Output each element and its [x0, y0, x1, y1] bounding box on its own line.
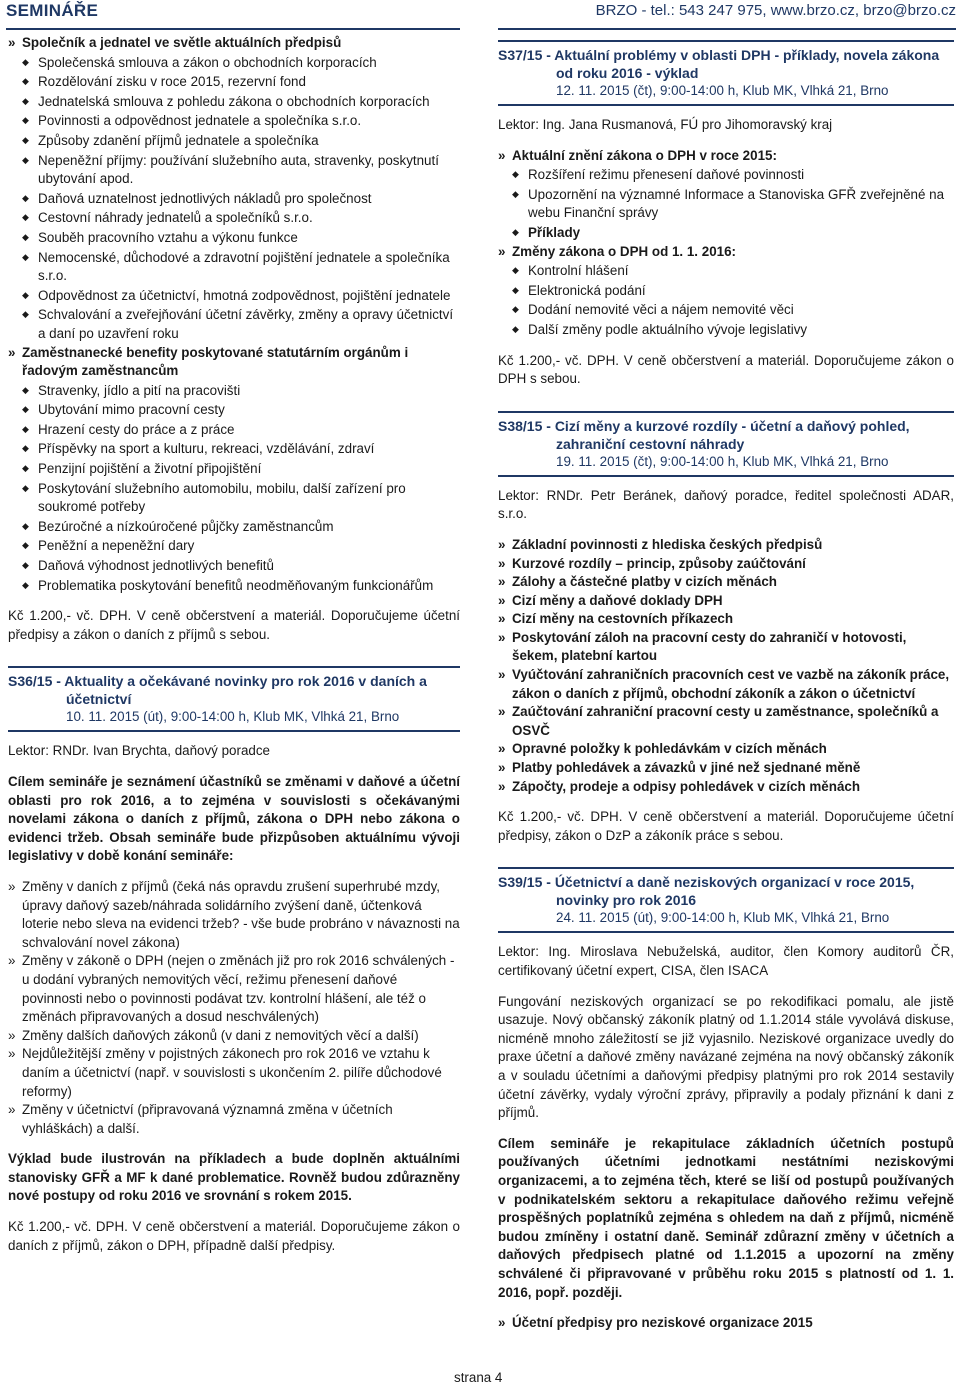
paragraph: Kč 1.200,- vč. DPH. V ceně občerstvení a materiál. Doporučujeme účetní předpisy, zákon o DzP a zákoník práce s sebou. — [498, 809, 954, 843]
intro-block — [8, 34, 460, 644]
seminar-s37-body — [498, 116, 954, 389]
diamond-bullet-icon: ◆ — [22, 520, 29, 531]
chevron-item: » Účetní předpisy pro neziskové organizace 2015 — [498, 1314, 954, 1333]
diamond-bullet-icon: ◆ — [22, 482, 29, 493]
paragraph: Lektor: RNDr. Petr Beránek, daňový poradce, ředitel společnosti ADAR, s.r.o. — [498, 487, 954, 522]
chevron-item: » Cizí měny na cestovních příkazech — [498, 610, 954, 629]
bullet-text: Penzijní pojištění a životní připojištění — [38, 461, 262, 477]
diamond-bullet-icon: ◆ — [22, 579, 29, 590]
diamond-bullet-icon: ◆ — [22, 463, 29, 474]
bullet-text: Způsoby zdanění příjmů jednatele a společníka — [38, 132, 319, 148]
spacer — [498, 981, 954, 993]
chevron-item: » Změny v zákoně o DPH (nejen o změnách již pro rok 2016 schválených - u dodání vybraných nemovitých věcí, režimu přenesení daňové povinnosti nebo o povinnosti podávat tzv. kontrolní hlášení, ale též o změnách připravovaných a dosud neschválených) — [8, 952, 460, 1026]
chevron-item: » Změny zákona o DPH od 1. 1. 2016: — [498, 243, 954, 262]
diamond-bullet-icon: ◆ — [22, 443, 29, 454]
chevron-item: » Zálohy a částečné platby v cizích měnách — [498, 573, 954, 592]
spacer — [8, 761, 460, 773]
spacer — [8, 595, 460, 607]
seminar-title: S37/15 - Aktuální problémy v oblasti DPH - příklady, novela zákona od roku 2016 - výklad — [498, 47, 940, 81]
bullet-item — [8, 459, 460, 479]
bullet-text: Nemocenské, důchodové a zdravotní pojištění jednatele a společníka s.r.o. — [38, 249, 450, 284]
seminar-date: 12. 11. 2015 (čt), 9:00-14:00 h, Klub MK, Vlhká 21, Brno — [556, 83, 889, 98]
chevron-item: » Aktuální znění zákona o DPH v roce 2015: — [498, 147, 954, 166]
right-column — [498, 30, 954, 1333]
chevron-item: » Zápočty, prodeje a odpisy pohledávek v cizích měnách — [498, 778, 954, 797]
bullet-text: Souběh pracovního vztahu a výkonu funkce — [38, 229, 298, 245]
bullet-item — [498, 223, 954, 243]
diamond-bullet-icon: ◆ — [512, 188, 519, 199]
paragraph: Kč 1.200,- vč. DPH. V ceně občerstvení a materiál. Doporučujeme zákon o daních z příjmů, zákon o DPH, případně další předpisy. — [8, 1219, 460, 1253]
diamond-bullet-icon: ◆ — [512, 304, 519, 315]
bullet-item — [8, 72, 460, 92]
bullet-text: Hrazení cesty do práce a z práce — [38, 421, 235, 437]
bullet-text: Příklady — [528, 224, 581, 240]
diamond-bullet-icon: ◆ — [22, 95, 29, 106]
chevron-item: » Společník a jednatel ve světle aktuálních předpisů — [8, 34, 460, 53]
bullet-item — [8, 286, 460, 306]
bullet-text: Peněžní a nepeněžní dary — [38, 538, 195, 554]
diamond-bullet-icon: ◆ — [22, 154, 29, 165]
diamond-bullet-icon: ◆ — [22, 404, 29, 415]
bullet-item — [8, 576, 460, 596]
chevron-item: » Změny v daních z příjmů (čeká nás opravdu zrušení superhrubé mzdy, úpravy daňový sazeb/náhrada solidárního zvýšení daně, účtenková loterie nebo sleva na evidenci tržeb? - vše bude probráno v návaznosti na schvalování novel zákona) — [8, 878, 460, 952]
bullet-text: Daňová výhodnost jednotlivých benefitů — [38, 558, 274, 574]
page-header — [0, 0, 960, 30]
paragraph: Cílem semináře je rekapitulace základních účetních postupů používaných účetními jednotkami nestátními neziskovými organizacemi, a to zejména těch, které se liší od postupů používaných v podnikatelském sektoru a rekapitulace daňového režimu veřejně prospěšných poplatníků zejména s ohledem na daň z příjmů, nicméně budou zmíněny i ostatní daně. Seminář zdůrazní změny v účetních a daňových předpisech platné od 1.1.2015 a upozorní na změny schválené či připravované v průběhu roku 2015 s platností od 1. 1. 2016, popř. později. — [498, 1135, 954, 1300]
bullet-item — [8, 131, 460, 151]
seminar-title: S36/15 - Aktuality a očekávané novinky pro rok 2016 v daních a účetnictví — [8, 673, 427, 708]
bullet-item — [8, 92, 460, 112]
spacer — [498, 796, 954, 808]
diamond-bullet-icon: ◆ — [22, 212, 29, 223]
header-rule-left — [6, 28, 460, 30]
bullet-text: Ubytování mimo pracovní cesty — [38, 402, 225, 418]
paragraph: Cílem semináře je seznámení účastníků se změnami v daňové a účetní oblasti pro rok 2016, a to zejména v souvislosti s očekávanými novelami zákona o daních z příjmů, zákona o DPH nebo zákona o evidenci tržeb. Obsah semináře bude přizpůsoben aktuálnímu vývoji legislativy v době konání semináře: — [8, 774, 460, 864]
bullet-text: Dodání nemovité věci a nájem nemovité věci — [528, 302, 794, 318]
bullet-item — [8, 248, 460, 286]
bullet-item — [8, 189, 460, 209]
bullet-text: Schvalování a zveřejňování účetní závěrky, změny a opravy účetnictví a daní po uzavření roku — [38, 307, 454, 341]
spacer — [498, 340, 954, 352]
paragraph: Výklad bude ilustrován na příkladech a bude doplněn aktuálními stanovisky GFŘ a MF k dané problematice. Rovněž budou zdůrazněny nové postupy od roku 2016 ve srovnání s rokem 2015. — [8, 1151, 460, 1204]
bullet-text: Další změny podle aktuálního vývoje legislativy — [528, 321, 808, 337]
bullet-text: Rozšíření režimu přenesení daňové povinnosti — [528, 167, 805, 183]
bullet-text: Odpovědnost za účetnictví, hmotná zodpovědnost, pojištění jednatele — [38, 287, 451, 303]
chevron-item: » Kurzové rozdíly – princip, způsoby zaúčtování — [498, 555, 954, 574]
seminar-s36-body — [8, 742, 460, 1255]
bullet-item — [8, 400, 460, 420]
bullet-text: Bezúročné a nízkoúročené půjčky zaměstnancům — [38, 518, 334, 534]
diamond-bullet-icon: ◆ — [22, 540, 29, 551]
bullet-item — [498, 320, 954, 340]
diamond-bullet-icon: ◆ — [22, 76, 29, 87]
chevron-item: » Platby pohledávek a závazků v jiné než sjednané měně — [498, 759, 954, 778]
diamond-bullet-icon: ◆ — [22, 309, 29, 320]
seminar-s39-body — [498, 943, 954, 1332]
bullet-text: Poskytování služebního automobilu, mobilu, další zařízení pro soukromé potřeby — [38, 480, 406, 515]
seminar-date: 10. 11. 2015 (út), 9:00-14:00 h, Klub MK, Vlhká 21, Brno — [66, 709, 400, 725]
seminar-s38-body — [498, 487, 954, 846]
bullet-text: Jednatelská smlouva z pohledu zákona o obchodních korporacích — [38, 93, 430, 109]
chevron-item: » Vyúčtování zahraničních pracovních cest ve vazbě na zákoník práce, zákon o daních z příjmů, obchodní zákoník a zákon o účetnictví — [498, 666, 954, 703]
chevron-item: » Změny v účetnictví (připravovaná významná změna v účetních vyhláškách) a další. — [8, 1101, 460, 1138]
diamond-bullet-icon: ◆ — [512, 226, 519, 237]
chevron-item: » Cizí měny a daňové doklady DPH — [498, 592, 954, 611]
bullet-item — [8, 381, 460, 401]
bullet-item — [8, 208, 460, 228]
seminar-s38-header — [498, 411, 954, 477]
seminar-title: S38/15 - Cizí měny a kurzové rozdíly - účetní a daňový pohled, zahraniční cestovní náhrady — [498, 417, 910, 452]
bullet-item — [8, 556, 460, 576]
bullet-item — [8, 305, 460, 343]
spacer — [498, 1123, 954, 1135]
chevron-item: » Poskytování záloh na pracovní cesty do zahraničí v hotovosti, šekem, platební kartou — [498, 629, 954, 666]
seminar-s37-header — [498, 40, 954, 106]
diamond-bullet-icon: ◆ — [22, 115, 29, 126]
chevron-item: » Změny dalších daňových zákonů (v dani z nemovitých věcí a další) — [8, 1027, 460, 1046]
diamond-bullet-icon: ◆ — [22, 231, 29, 242]
paragraph: Lektor: RNDr. Ivan Brychta, daňový poradce — [8, 743, 270, 759]
diamond-bullet-icon: ◆ — [22, 192, 29, 203]
chevron-item: » Základní povinnosti z hlediska českých předpisů — [498, 536, 954, 555]
diamond-bullet-icon: ◆ — [512, 323, 519, 334]
bullet-item — [8, 517, 460, 537]
spacer — [8, 1206, 460, 1218]
seminar-title: S39/15 - Účetnictví a daně neziskových organizací v roce 2015, novinky pro rok 2016 — [498, 874, 915, 909]
spacer — [498, 1302, 954, 1314]
contact-info: BRZO - tel.: 543 247 975, www.brzo.cz, brzo@brzo.cz — [595, 2, 956, 19]
bullet-text: Daňová uznatelnost jednotlivých nákladů pro společnost — [38, 190, 372, 206]
bullet-item — [8, 111, 460, 131]
diamond-bullet-icon: ◆ — [22, 423, 29, 434]
paragraph: Fungování neziskových organizací se po rekodifikaci pomalu, ale jistě usazuje. Nový občanský zákoník platný od 1.1.2014 stále vyvolává diskuse, nicméně mnoho záležitostí se již vyjasnilo. Neziskové organizace uvedly do praxe účetní a daňové změny navázané zejména na nový občanský zákoník a v souladu účetními a daňovými předpisy platnými pro rok 2014 sestavily účetní závěrky, vydaly výroční zprávy, připravily a podaly přiznání k dani z příjmů. — [498, 993, 954, 1121]
diamond-bullet-icon: ◆ — [22, 289, 29, 300]
paragraph: Kč 1.200,- vč. DPH. V ceně občerstvení a materiál. Doporučujeme zákon o DPH s sebou. — [498, 352, 954, 387]
diamond-bullet-icon: ◆ — [512, 265, 519, 276]
bullet-text: Povinnosti a odpovědnost jednatele a společníka s.r.o. — [38, 113, 362, 129]
bullet-text: Příspěvky na sport a kulturu, rekreaci, vzdělávání, zdraví — [38, 441, 375, 457]
bullet-text: Cestovní náhrady jednatelů a společníků s.r.o. — [38, 210, 313, 226]
seminar-date: 19. 11. 2015 (čt), 9:00-14:00 h, Klub MK, Vlhká 21, Brno — [556, 453, 889, 469]
spacer — [498, 524, 954, 536]
diamond-bullet-icon: ◆ — [512, 284, 519, 295]
left-column — [8, 34, 460, 1255]
bullet-item — [498, 165, 954, 185]
diamond-bullet-icon: ◆ — [22, 134, 29, 145]
spacer — [8, 866, 460, 878]
bullet-text: Rozdělování zisku v roce 2015, rezervní fond — [38, 74, 306, 90]
bullet-item — [8, 53, 460, 73]
bullet-item — [8, 151, 460, 189]
seminar-date: 24. 11. 2015 (út), 9:00-14:00 h, Klub MK, Vlhká 21, Brno — [556, 910, 890, 926]
chevron-item: » Opravné položky k pohledávkám v cizích měnách — [498, 740, 954, 759]
paragraph: Kč 1.200,- vč. DPH. V ceně občerstvení a materiál. Doporučujeme účetní předpisy a zákon o daních z příjmů s sebou. — [8, 608, 460, 642]
bullet-item — [8, 479, 460, 517]
diamond-bullet-icon: ◆ — [22, 56, 29, 67]
seminar-s39-header — [498, 867, 954, 933]
spacer — [498, 135, 954, 147]
bullet-text: Kontrolní hlášení — [528, 263, 629, 279]
diamond-bullet-icon: ◆ — [22, 251, 29, 262]
bullet-text: Elektronická podání — [528, 282, 646, 298]
bullet-text: Problematika poskytování benefitů neodměňovaným funkcionářům — [38, 577, 434, 593]
bullet-text: Upozornění na významné Informace a Stanoviska GFŘ zveřejněné na webu Finanční správy — [528, 186, 945, 221]
paragraph: Lektor: Ing. Miroslava Nebuželská, auditor, člen Komory auditorů ČR, certifikovaný účetní expert, CISA, člen ISACA — [498, 944, 954, 978]
bullet-text: Stravenky, jídlo a pití na pracovišti — [38, 382, 241, 398]
chevron-item: » Zaúčtování zahraniční pracovní cesty u zaměstnance, společníků a OSVČ — [498, 703, 954, 740]
diamond-bullet-icon: ◆ — [22, 384, 29, 395]
page-number: strana 4 — [454, 1370, 503, 1385]
bullet-text: Nepeněžní příjmy: používání služebního auta, stravenky, poskytnutí ubytování apod. — [38, 152, 439, 187]
diamond-bullet-icon: ◆ — [512, 169, 519, 180]
bullet-item — [498, 185, 954, 223]
bullet-item — [8, 228, 460, 248]
section-title: SEMINÁŘE — [6, 1, 99, 20]
bullet-item — [498, 281, 954, 301]
chevron-item: » Nejdůležitější změny v pojistných zákonech pro rok 2016 ve vztahu k daním a účetnictví (např. v souvislosti s ukončením 2. pilíře důchodové reformy) — [8, 1045, 460, 1101]
diamond-bullet-icon: ◆ — [22, 560, 29, 571]
spacer — [8, 1138, 460, 1150]
paragraph: Lektor: Ing. Jana Rusmanová, FÚ pro Jihomoravský kraj — [498, 117, 833, 132]
bullet-item — [498, 300, 954, 320]
bullet-text: Společenská smlouva a zákon o obchodních korporacích — [38, 54, 377, 70]
bullet-item — [498, 261, 954, 281]
bullet-item — [8, 420, 460, 440]
chevron-item: » Zaměstnanecké benefity poskytované statutárním orgánům i řadovým zaměstnancům — [8, 344, 460, 381]
seminar-s36-header — [8, 666, 460, 732]
bullet-item — [8, 536, 460, 556]
bullet-item — [8, 439, 460, 459]
